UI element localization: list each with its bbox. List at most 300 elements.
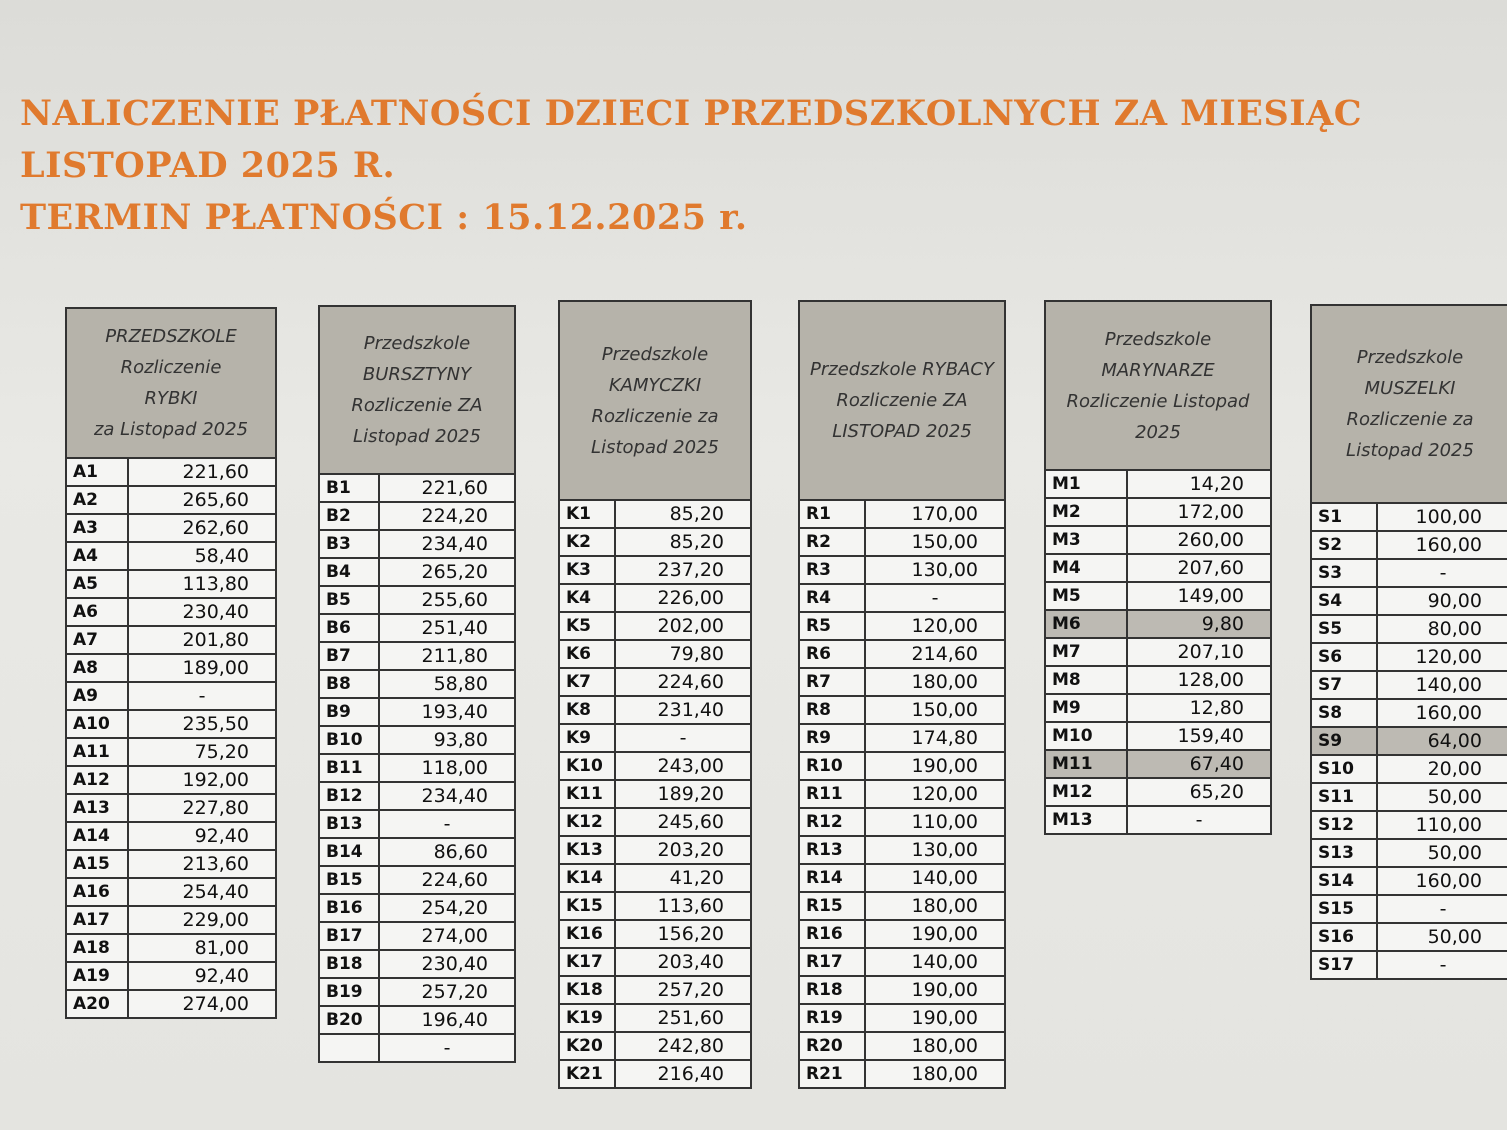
- payment-amount: 221,60: [128, 458, 276, 486]
- payment-amount: 190,00: [865, 976, 1005, 1004]
- table-rybki: [65, 307, 277, 1019]
- payment-amount: 12,80: [1127, 694, 1271, 722]
- header-line: Przedszkole: [1356, 347, 1464, 368]
- table-row: [559, 920, 751, 948]
- payment-amount: 265,60: [128, 486, 276, 514]
- header-line: Przedszkole: [601, 343, 709, 365]
- payment-table: [65, 307, 277, 1019]
- child-code: K6: [559, 640, 615, 668]
- child-code: K21: [559, 1060, 615, 1088]
- child-code: K14: [559, 864, 615, 892]
- payment-amount: 211,80: [379, 642, 515, 670]
- table-row: [66, 822, 276, 850]
- payment-amount: 180,00: [865, 1060, 1005, 1088]
- table-row: [319, 838, 515, 866]
- table-header: [1311, 305, 1507, 503]
- child-code: S11: [1311, 783, 1377, 811]
- header-line: Rozliczenie Listopad: [1066, 390, 1250, 412]
- child-code: M4: [1045, 554, 1127, 582]
- child-code: A18: [66, 934, 128, 962]
- table-row: [66, 990, 276, 1018]
- table-row: [559, 528, 751, 556]
- table-header: [66, 308, 276, 458]
- table-row: [66, 934, 276, 962]
- child-code: M8: [1045, 666, 1127, 694]
- child-code: R10: [799, 752, 865, 780]
- payment-amount: 216,40: [615, 1060, 751, 1088]
- payment-amount: 234,40: [379, 530, 515, 558]
- table-row: [1311, 615, 1507, 643]
- table-row: [66, 598, 276, 626]
- payment-amount: -: [1377, 895, 1507, 923]
- child-code: K13: [559, 836, 615, 864]
- child-code: S1: [1311, 503, 1377, 531]
- payment-table: [798, 300, 1006, 1089]
- payment-amount: 80,00: [1377, 615, 1507, 643]
- header-line: Rozliczenie za: [591, 405, 719, 427]
- child-code: K15: [559, 892, 615, 920]
- table-row: [799, 584, 1005, 612]
- header-line: Przedszkole: [1104, 328, 1212, 350]
- table-row: [1311, 923, 1507, 951]
- table-header: [799, 301, 1005, 500]
- payment-amount: 58,40: [128, 542, 276, 570]
- payment-amount: 130,00: [865, 836, 1005, 864]
- payment-amount: 202,00: [615, 612, 751, 640]
- child-code: A20: [66, 990, 128, 1018]
- child-code: R3: [799, 556, 865, 584]
- child-code: B7: [319, 642, 379, 670]
- header-line: RYBKI: [144, 388, 198, 409]
- child-code: K18: [559, 976, 615, 1004]
- payment-amount: 100,00: [1377, 503, 1507, 531]
- table-row: [559, 556, 751, 584]
- child-code: B18: [319, 950, 379, 978]
- payment-amount: 230,40: [379, 950, 515, 978]
- child-code: A12: [66, 766, 128, 794]
- table-row: [559, 976, 751, 1004]
- payment-amount: 251,60: [615, 1004, 751, 1032]
- payment-amount: 254,40: [128, 878, 276, 906]
- table-row: [559, 1004, 751, 1032]
- payment-amount: 172,00: [1127, 498, 1271, 526]
- payment-amount: 245,60: [615, 808, 751, 836]
- table-row: [799, 1004, 1005, 1032]
- table-row: [66, 654, 276, 682]
- table-row: [799, 1060, 1005, 1088]
- table-muszelki: [1310, 304, 1507, 980]
- child-code: A16: [66, 878, 128, 906]
- table-row: [1311, 699, 1507, 727]
- child-code: R17: [799, 948, 865, 976]
- table-row: [319, 866, 515, 894]
- payment-amount: 50,00: [1377, 783, 1507, 811]
- payment-amount: 159,40: [1127, 722, 1271, 750]
- payment-amount: 224,20: [379, 502, 515, 530]
- payment-amount: 196,40: [379, 1006, 515, 1034]
- payment-amount: 149,00: [1127, 582, 1271, 610]
- payment-amount: 156,20: [615, 920, 751, 948]
- header-line: MARYNARZE: [1101, 359, 1215, 381]
- table-row: [1045, 554, 1271, 582]
- payment-amount: 150,00: [865, 528, 1005, 556]
- header-line: BURSZTYNY: [362, 364, 472, 385]
- payment-amount: 203,20: [615, 836, 751, 864]
- payment-amount: 41,20: [615, 864, 751, 892]
- table-row: [799, 696, 1005, 724]
- child-code: M3: [1045, 526, 1127, 554]
- child-code: A14: [66, 822, 128, 850]
- child-code: A15: [66, 850, 128, 878]
- payment-amount: 20,00: [1377, 755, 1507, 783]
- header-line: KAMYCZKI: [608, 374, 702, 396]
- payment-table: [1044, 300, 1272, 835]
- child-code: R1: [799, 500, 865, 528]
- payment-amount: 192,00: [128, 766, 276, 794]
- header-line: Przedszkole RYBACY: [810, 359, 994, 380]
- child-code: R12: [799, 808, 865, 836]
- table-row: [1045, 582, 1271, 610]
- table-row: [1045, 638, 1271, 666]
- payment-amount: 93,80: [379, 726, 515, 754]
- table-header: [1045, 301, 1271, 470]
- child-code: K17: [559, 948, 615, 976]
- table-row: [799, 864, 1005, 892]
- table-row: [1311, 951, 1507, 979]
- payment-amount: 193,40: [379, 698, 515, 726]
- child-code: M1: [1045, 470, 1127, 498]
- table-row: [319, 950, 515, 978]
- child-code: R15: [799, 892, 865, 920]
- child-code: B16: [319, 894, 379, 922]
- child-code: B1: [319, 474, 379, 502]
- table-row: [799, 640, 1005, 668]
- child-code: A7: [66, 626, 128, 654]
- child-code: S14: [1311, 867, 1377, 895]
- table-row: [799, 1032, 1005, 1060]
- table-row: [799, 528, 1005, 556]
- payment-amount: 190,00: [865, 920, 1005, 948]
- payment-amount: 234,40: [379, 782, 515, 810]
- table-row: [799, 556, 1005, 584]
- payment-amount: -: [1127, 806, 1271, 834]
- table-row: [559, 836, 751, 864]
- table-row: [319, 754, 515, 782]
- table-row: [1045, 498, 1271, 526]
- table-row: [1311, 727, 1507, 755]
- table-row: [559, 640, 751, 668]
- table-header: [559, 301, 751, 500]
- child-code: M2: [1045, 498, 1127, 526]
- child-code: K3: [559, 556, 615, 584]
- table-row: [1311, 755, 1507, 783]
- child-code: A1: [66, 458, 128, 486]
- payment-amount: 140,00: [865, 948, 1005, 976]
- table-row: [66, 906, 276, 934]
- child-code: M11: [1045, 750, 1127, 778]
- payment-amount: 224,60: [379, 866, 515, 894]
- child-code: B12: [319, 782, 379, 810]
- payment-amount: 9,80: [1127, 610, 1271, 638]
- table-header: [319, 306, 515, 474]
- payment-amount: 227,80: [128, 794, 276, 822]
- payment-amount: 120,00: [1377, 643, 1507, 671]
- table-row: [1311, 559, 1507, 587]
- payment-amount: 113,80: [128, 570, 276, 598]
- payment-amount: 229,00: [128, 906, 276, 934]
- table-row: [799, 668, 1005, 696]
- child-code: R13: [799, 836, 865, 864]
- table-row: [559, 892, 751, 920]
- table-row: [319, 474, 515, 502]
- payment-amount: 257,20: [615, 976, 751, 1004]
- payment-amount: 274,00: [379, 922, 515, 950]
- child-code: R18: [799, 976, 865, 1004]
- table-row: [799, 724, 1005, 752]
- child-code: R8: [799, 696, 865, 724]
- payment-amount: 189,00: [128, 654, 276, 682]
- table-row: [559, 668, 751, 696]
- table-row: [559, 1032, 751, 1060]
- payment-amount: 85,20: [615, 528, 751, 556]
- table-row: [799, 920, 1005, 948]
- payment-amount: 235,50: [128, 710, 276, 738]
- header-line: PRZEDSZKOLE: [105, 326, 237, 347]
- header-line: Listopad 2025: [353, 426, 481, 447]
- child-code: K1: [559, 500, 615, 528]
- payment-amount: 113,60: [615, 892, 751, 920]
- table-row: [319, 1034, 515, 1062]
- child-code: S5: [1311, 615, 1377, 643]
- child-code: B17: [319, 922, 379, 950]
- child-code: K19: [559, 1004, 615, 1032]
- child-code: B9: [319, 698, 379, 726]
- child-code: K20: [559, 1032, 615, 1060]
- table-row: [1045, 694, 1271, 722]
- table-row: [66, 486, 276, 514]
- notice-heading: [20, 88, 1460, 244]
- payment-amount: 257,20: [379, 978, 515, 1006]
- child-code: K7: [559, 668, 615, 696]
- payment-amount: 81,00: [128, 934, 276, 962]
- payment-amount: 174,80: [865, 724, 1005, 752]
- payment-amount: 50,00: [1377, 839, 1507, 867]
- payment-amount: 64,00: [1377, 727, 1507, 755]
- child-code: A17: [66, 906, 128, 934]
- child-code: R14: [799, 864, 865, 892]
- payment-amount: -: [379, 1034, 515, 1062]
- table-row: [1311, 643, 1507, 671]
- payment-amount: 128,00: [1127, 666, 1271, 694]
- payment-table: [318, 305, 516, 1063]
- payment-amount: 265,20: [379, 558, 515, 586]
- child-code: R6: [799, 640, 865, 668]
- table-row: [66, 626, 276, 654]
- child-code: A9: [66, 682, 128, 710]
- payment-amount: 251,40: [379, 614, 515, 642]
- table-kamyczki: [558, 300, 752, 1089]
- child-code: S3: [1311, 559, 1377, 587]
- table-row: [319, 1006, 515, 1034]
- payment-amount: 50,00: [1377, 923, 1507, 951]
- payment-amount: 110,00: [865, 808, 1005, 836]
- table-row: [319, 922, 515, 950]
- payment-amount: 92,40: [128, 962, 276, 990]
- child-code: S15: [1311, 895, 1377, 923]
- child-code: M9: [1045, 694, 1127, 722]
- table-row: [66, 962, 276, 990]
- child-code: R5: [799, 612, 865, 640]
- table-row: [799, 976, 1005, 1004]
- child-code: B8: [319, 670, 379, 698]
- payment-table: [558, 300, 752, 1089]
- table-row: [799, 752, 1005, 780]
- header-line: Rozliczenie ZA: [351, 395, 483, 416]
- payment-amount: 224,60: [615, 668, 751, 696]
- table-row: [319, 614, 515, 642]
- child-code: K11: [559, 780, 615, 808]
- payment-table: [1310, 304, 1507, 980]
- table-row: [1311, 587, 1507, 615]
- payment-amount: -: [128, 682, 276, 710]
- child-code: B20: [319, 1006, 379, 1034]
- table-row: [319, 642, 515, 670]
- payment-amount: 226,00: [615, 584, 751, 612]
- header-line: Rozliczenie za: [1346, 409, 1474, 430]
- child-code: R11: [799, 780, 865, 808]
- table-row: [559, 612, 751, 640]
- child-code: K8: [559, 696, 615, 724]
- table-row: [559, 1060, 751, 1088]
- payment-amount: 85,20: [615, 500, 751, 528]
- table-row: [1045, 722, 1271, 750]
- table-row: [66, 850, 276, 878]
- table-row: [319, 530, 515, 558]
- table-row: [1311, 671, 1507, 699]
- table-row: [799, 892, 1005, 920]
- child-code: R7: [799, 668, 865, 696]
- table-row: [1311, 895, 1507, 923]
- table-row: [1045, 610, 1271, 638]
- child-code: B14: [319, 838, 379, 866]
- payment-amount: 189,20: [615, 780, 751, 808]
- payment-amount: 140,00: [1377, 671, 1507, 699]
- child-code: K4: [559, 584, 615, 612]
- child-code: A3: [66, 514, 128, 542]
- payment-amount: 180,00: [865, 1032, 1005, 1060]
- table-row: [559, 584, 751, 612]
- table-row: [1045, 778, 1271, 806]
- table-row: [559, 780, 751, 808]
- payment-amount: -: [1377, 951, 1507, 979]
- payment-amount: 180,00: [865, 668, 1005, 696]
- child-code: S16: [1311, 923, 1377, 951]
- payment-amount: 140,00: [865, 864, 1005, 892]
- child-code: A19: [66, 962, 128, 990]
- child-code: B6: [319, 614, 379, 642]
- payment-amount: 243,00: [615, 752, 751, 780]
- table-row: [66, 766, 276, 794]
- table-row: [799, 500, 1005, 528]
- payment-amount: 260,00: [1127, 526, 1271, 554]
- child-code: K5: [559, 612, 615, 640]
- payment-amount: -: [865, 584, 1005, 612]
- child-code: S17: [1311, 951, 1377, 979]
- child-code: M10: [1045, 722, 1127, 750]
- heading-line-3: TERMIN PŁATNOŚCI : 15.12.2025 r.: [20, 197, 748, 238]
- payment-amount: 118,00: [379, 754, 515, 782]
- payment-amount: 120,00: [865, 612, 1005, 640]
- table-row: [799, 780, 1005, 808]
- child-code: S13: [1311, 839, 1377, 867]
- child-code: S6: [1311, 643, 1377, 671]
- child-code: A5: [66, 570, 128, 598]
- table-rybacy: [798, 300, 1006, 1089]
- child-code: A11: [66, 738, 128, 766]
- child-code: K16: [559, 920, 615, 948]
- payment-amount: 86,60: [379, 838, 515, 866]
- payment-amount: 201,80: [128, 626, 276, 654]
- child-code: R21: [799, 1060, 865, 1088]
- child-code: R16: [799, 920, 865, 948]
- table-row: [66, 878, 276, 906]
- payment-amount: 180,00: [865, 892, 1005, 920]
- table-marynarze: [1044, 300, 1272, 835]
- table-row: [559, 948, 751, 976]
- table-row: [559, 808, 751, 836]
- child-code: R19: [799, 1004, 865, 1032]
- table-row: [66, 682, 276, 710]
- payment-amount: 90,00: [1377, 587, 1507, 615]
- payment-amount: 160,00: [1377, 867, 1507, 895]
- table-row: [66, 794, 276, 822]
- table-row: [1311, 503, 1507, 531]
- payment-amount: 207,60: [1127, 554, 1271, 582]
- child-code: [319, 1034, 379, 1062]
- table-row: [319, 782, 515, 810]
- table-row: [319, 558, 515, 586]
- header-line: za Listopad 2025: [93, 419, 249, 440]
- child-code: M13: [1045, 806, 1127, 834]
- payment-amount: 213,60: [128, 850, 276, 878]
- payment-amount: 190,00: [865, 752, 1005, 780]
- heading-line-1: NALICZENIE PŁATNOŚCI DZIECI PRZEDSZKOLNYCH ZA MIESIĄC: [20, 93, 1363, 134]
- payment-amount: 230,40: [128, 598, 276, 626]
- child-code: A6: [66, 598, 128, 626]
- table-row: [559, 500, 751, 528]
- child-code: R20: [799, 1032, 865, 1060]
- table-row: [1311, 839, 1507, 867]
- child-code: S7: [1311, 671, 1377, 699]
- child-code: A13: [66, 794, 128, 822]
- payment-amount: 254,20: [379, 894, 515, 922]
- table-row: [559, 864, 751, 892]
- child-code: M5: [1045, 582, 1127, 610]
- table-bursztyny: [318, 305, 516, 1063]
- table-row: [1045, 806, 1271, 834]
- payment-amount: 203,40: [615, 948, 751, 976]
- table-row: [799, 612, 1005, 640]
- table-row: [319, 726, 515, 754]
- payment-amount: -: [615, 724, 751, 752]
- child-code: S10: [1311, 755, 1377, 783]
- table-row: [1311, 811, 1507, 839]
- payment-amount: -: [1377, 559, 1507, 587]
- child-code: B13: [319, 810, 379, 838]
- payment-amount: 237,20: [615, 556, 751, 584]
- payment-amount: 221,60: [379, 474, 515, 502]
- table-row: [1311, 531, 1507, 559]
